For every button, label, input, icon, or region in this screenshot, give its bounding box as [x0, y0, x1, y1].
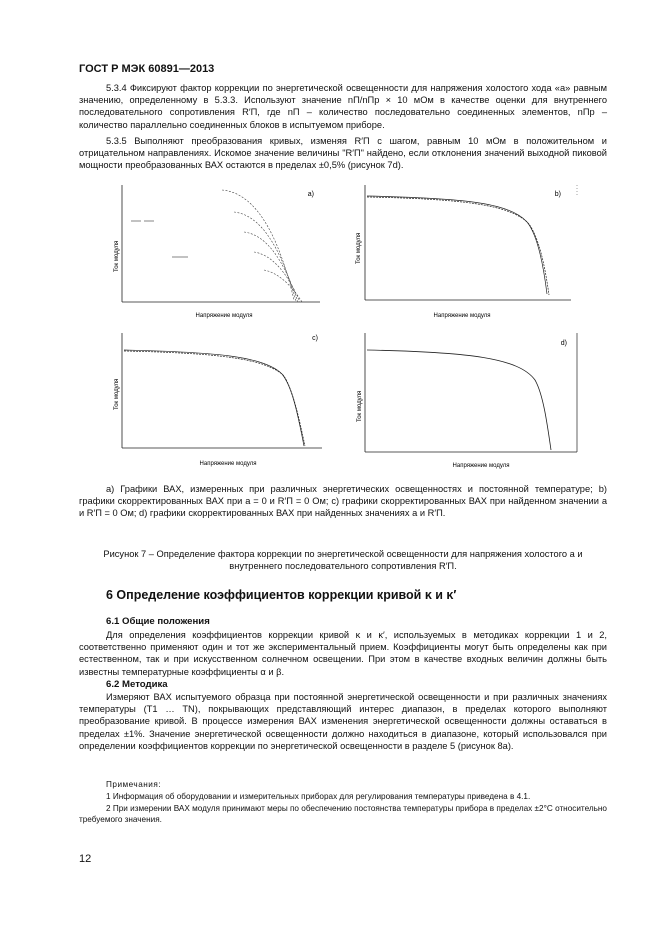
section-6-2-text: Измеряют ВАХ испытуемого образца при постоянной энергетической освещенности и при различных значениях температуры (T1 … TN), покрывающих представляющий интерес диапазон, в пределах которого выполняют преобразование кривой. В процессе измерения ВАХ изменения энергетической освещенности должны оставаться в пределах ±1%. Значение энергетической освещенности должно находиться в диапазоне, который использовался при определении коэффициентов коррекции по энергетической освещенности в разделе 5 (рисунок 8а).: [79, 692, 607, 751]
y-axis-label-a: Ток модуля: [114, 240, 120, 272]
paragraph-5-3-4: 5.3.4 Фиксируют фактор коррекции по энергетической освещенности для напряжения холостого хода «a» равным значению, определенному в 5.3.3. Используют значение nП/nПр × 10 мОм в качестве оценки для внутреннего последовательного сопротивления R′П, где nП – количество последовательно соединенных элементов, nПр – количество параллельно соединенных блоков в испытуемом приборе.: [79, 83, 607, 130]
section-6-1-text: Для определения коэффициентов коррекции кривой κ и κ′, используемых в методиках коррекции 1 и 2, соответственно применяют один и тот же экспериментальный прием. Коэффициенты могут быть определены как при естественном, так и при искусственном солнечном освещении. При этом в качестве входных величин должны быть известны температурные коэффициенты α и β.: [79, 630, 607, 677]
y-axis-label-d: Ток модуля: [357, 390, 363, 422]
figure-panel-a: [104, 182, 329, 322]
figure-panel-b: [349, 182, 584, 322]
figure-caption: Рисунок 7 – Определение фактора коррекции по энергетической освещенности для напряжения холостого a и внутреннего последовательного сопротивления R′П.: [103, 549, 583, 572]
document-header: ГОСТ Р МЭК 60891—2013: [79, 63, 215, 75]
section-6-1-heading: 6.1 Общие положения: [106, 616, 210, 627]
section-6-2-heading: 6.2 Методика: [106, 679, 168, 690]
x-axis-label-a: Напряжение модуля: [195, 313, 253, 319]
x-axis-label-b: Напряжение модуля: [433, 313, 491, 319]
x-axis-label-c: Напряжение модуля: [199, 461, 257, 467]
page-number: 12: [79, 853, 92, 865]
y-axis-label-b: Ток модуля: [356, 232, 362, 264]
note-2: 2 При измерении ВАХ модуля принимают меры по обеспечению постоянства температуры прибора в пределах ±2°C относительно требуемого значения.: [79, 804, 607, 824]
figure-legend: a) Графики ВАХ, измеренных при различных энергетических освещенностях и постоянной температуре; b) графики скорректированных ВАХ при a = 0 и R′П = 0 Ом; c) графики скорректированных ВАХ при найденном значении a и R′П = 0 Ом; d) графики скорректированных ВАХ при найденных значениях a и R′П.: [79, 484, 607, 519]
iv-curves-d: [367, 350, 551, 450]
panel-label-d: d): [560, 340, 567, 347]
paragraph-5-3-5: 5.3.5 Выполняют преобразования кривых, изменяя R′П с шагом, равным 10 мОм в положительном и отрицательном направлениях. Искомое значение величины "R′П" найдено, если отклонения значений выходной пиковой мощности преобразованных ВАХ остаются в пределах ±0,5% (рисунок 7d).: [79, 136, 607, 171]
y-axis-label-c: Ток модуля: [114, 378, 120, 410]
panel-label-a: a): [307, 191, 314, 198]
x-axis-label-d: Напряжение модуля: [452, 463, 510, 469]
section-6-heading: 6 Определение коэффициентов коррекции кривой κ и κ′: [106, 588, 457, 602]
note-1: 1 Информация об оборудовании и измерительных приборах для регулирования температуры приведена в 4.1.: [106, 792, 531, 801]
panel-label-b: b): [554, 191, 561, 198]
iv-curves-b: [367, 196, 549, 295]
panel-label-c: c): [312, 335, 318, 342]
figure-panel-c: [104, 330, 329, 470]
iv-curves-a: [222, 190, 302, 302]
figure-panel-d: [349, 330, 584, 470]
iv-curves-c: [124, 350, 305, 446]
notes-title: Примечания:: [106, 780, 162, 789]
